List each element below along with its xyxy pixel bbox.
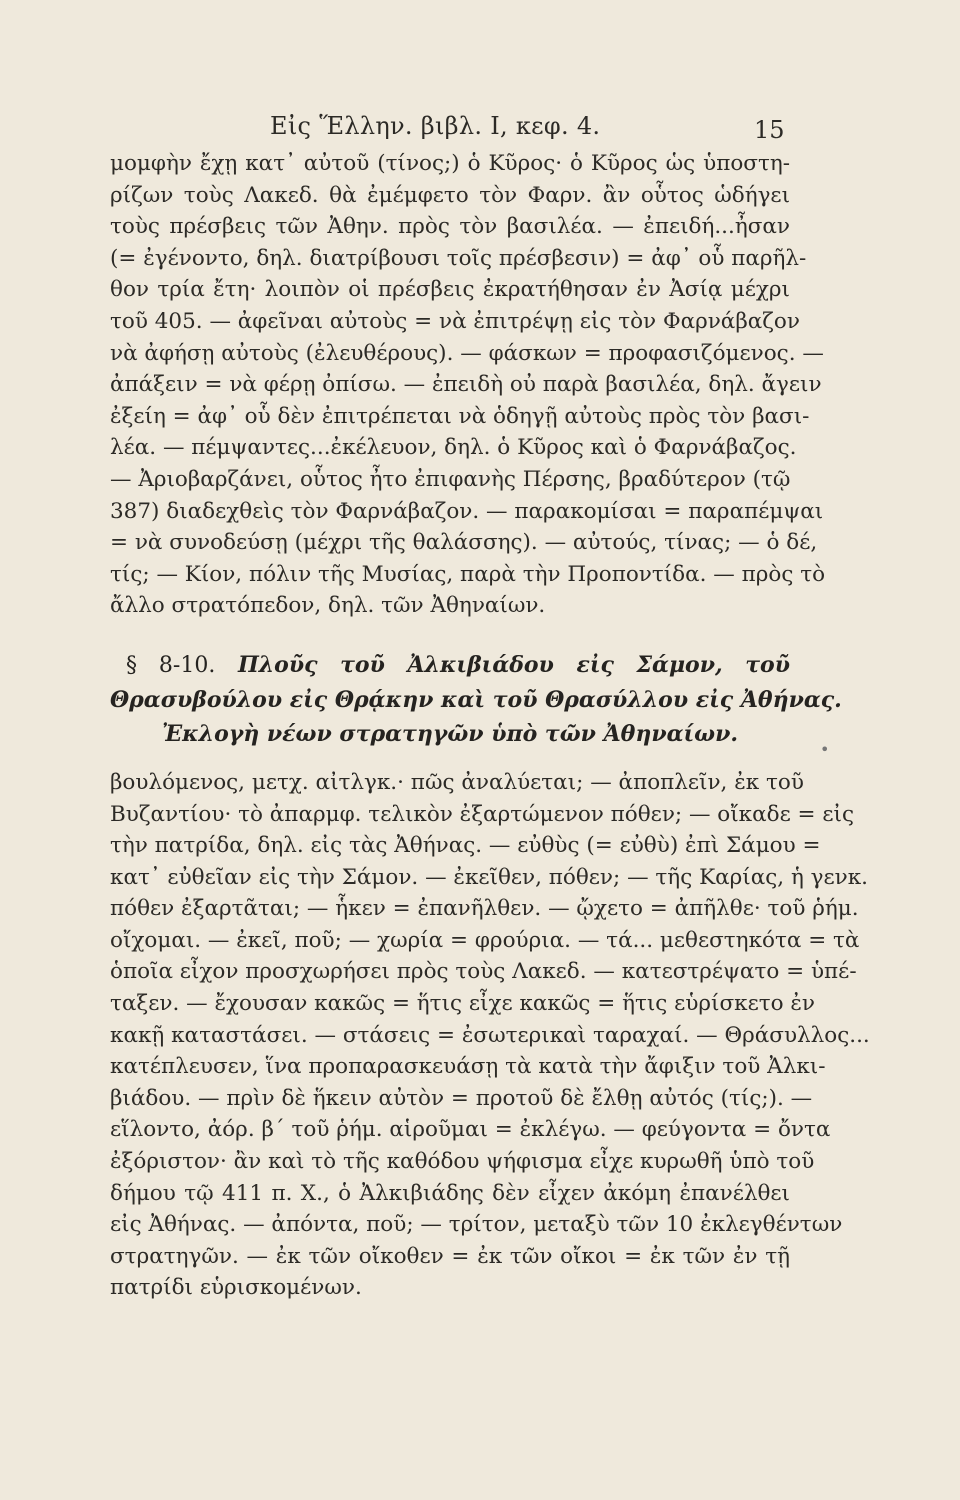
main-text: [110, 148, 870, 1304]
text-line: 387) διαδεχθεὶς τὸν Φαρνάβαζον. — παρακομίσαι = παραπέμψαι: [110, 498, 824, 524]
text-line: νὰ ἀφήσῃ αὐτοὺς (ἐλευθέρους). — φάσκων = προφασιζόμενος. —: [110, 340, 824, 366]
text-line: ταξεν. — ἔχουσαν κακῶς = ἥτις εἶχε κακῶς = ἥτις εὑρίσκετο ἐν: [110, 991, 815, 1017]
text-line: ἄλλο στρατόπεδον, δηλ. τῶν Ἀθηναίων.: [110, 593, 546, 619]
page-number: 15: [754, 116, 785, 144]
text-line: εἵλοντο, ἀόρ. β´ τοῦ ῥήμ. αἱροῦμαι = ἐκλέγω. — φεύγοντα = ὄντα: [110, 1117, 831, 1143]
text-line: ἐξόριστον· ἂν καὶ τὸ τῆς καθόδου ψήφισμα εἶχε κυρωθῆ ὑπὸ τοῦ: [110, 1149, 815, 1175]
text-line: βουλόμενος, μετχ. αἰτλγκ.· πῶς ἀναλύεται; — ἀποπλεῖν, ἐκ τοῦ: [110, 769, 804, 795]
text-line: κατέπλευσεν, ἵνα προπαρασκευάσῃ τὰ κατὰ τὴν ἄφιξιν τοῦ Ἀλκι-: [110, 1054, 826, 1080]
text-line: ἀπάξειν = νὰ φέρῃ ὀπίσω. — ἐπειδὴ οὐ παρὰ βασιλέα, δηλ. ἄγειν: [110, 372, 822, 398]
text-line: μομφὴν ἔχῃ κατ᾽ αὐτοῦ (τίνος;) ὁ Κῦρος· ὁ Κῦρος ὡς ὑποστη-: [110, 151, 790, 176]
text-line: οἴχομαι. — ἐκεῖ, ποῦ; — χωρία = φρούρια. — τά... μεθεστηκότα = τὰ: [110, 927, 860, 953]
text-line: ρίζων τοὺς Λακεδ. θὰ ἐμέμφετο τὸν Φαρν. ἂν οὗτος ὡδήγει: [110, 182, 790, 208]
text-line: κατ᾽ εὐθεῖαν εἰς τὴν Σάμον. — ἐκεῖθεν, πόθεν; — τῆς Καρίας, ἡ γενκ.: [110, 864, 868, 890]
commentary-paragraph-2: [110, 767, 870, 1304]
section-heading: [110, 648, 842, 751]
commentary-paragraph-1: [110, 148, 826, 622]
section-title-line-2: Θρασυβούλου εἰς Θρᾴκην καὶ τοῦ Θρασύλλου εἰς Ἀθήνας.: [110, 686, 842, 713]
text-line: θον τρία ἔτη· λοιπὸν οἱ πρέσβεις ἐκρατήθησαν ἐν Ἀσίᾳ μέχρι: [110, 277, 790, 303]
section-title-line-3: Ἐκλογὴ νέων στρατηγῶν ὑπὸ τῶν Ἀθηναίων.: [161, 720, 739, 747]
text-line: βιάδου. — πρὶν δὲ ἥκειν αὐτὸν = προτοῦ δὲ ἔλθῃ αὐτός (τίς;). —: [110, 1085, 813, 1111]
section-title-line-1: Πλοῦς τοῦ Ἀλκιβιάδου εἰς Σάμον, τοῦ: [237, 651, 790, 678]
text-line: τὴν πατρίδα, δηλ. εἰς τὰς Ἀθήνας. — εὐθὺς (= εὐθὺ) ἐπὶ Σάμου =: [110, 833, 821, 859]
text-line: ἐξείη = ἀφ᾽ οὗ δὲν ἐπιτρέπεται νὰ ὁδηγῇ αὐτοὺς πρὸς τὸν βασι-: [110, 403, 810, 429]
text-line: τίς; — Κίον, πόλιν τῆς Μυσίας, παρὰ τὴν Προποντίδα. — πρὸς τὸ: [110, 561, 826, 587]
text-line: κακῇ καταστάσει. — στάσεις = ἐσωτερικαὶ ταραχαί. — Θράσυλλος...: [110, 1022, 870, 1048]
text-line: τοὺς πρέσβεις τῶν Ἀθην. πρὸς τὸν βασιλέα. — ἐπειδή...ἦσαν: [110, 214, 790, 240]
text-line: λέα. — πέμψαντες...ἐκέλευον, δηλ. ὁ Κῦρος καὶ ὁ Φαρνάβαζος.: [110, 435, 797, 461]
text-line: πατρίδι εὑρισκομένων.: [110, 1275, 362, 1301]
text-line: — Ἀριοβαρζάνει, οὗτος ἦτο ἐπιφανὴς Πέρσης, βραδύτερον (τῷ: [110, 466, 791, 492]
text-line: εἰς Ἀθήνας. — ἀπόντα, ποῦ; — τρίτον, μεταξὺ τῶν 10 ἐκλεγθέντων: [110, 1212, 843, 1238]
margin-dot: •: [820, 740, 830, 759]
text-line: τοῦ 405. — ἀφεῖναι αὐτοὺς = νὰ ἐπιτρέψῃ εἰς τὸν Φαρνάβαζον: [110, 308, 800, 334]
text-line: = νὰ συνοδεύσῃ (μέχρι τῆς θαλάσσης). — αὐτούς, τίνας; — ὁ δέ,: [110, 530, 818, 556]
text-line: Βυζαντίου· τὸ ἀπαρμφ. τελικὸν ἐξαρτώμενον πόθεν; — οἴκαδε = εἰς: [110, 801, 855, 827]
text-line: δήμου τῷ 411 π. Χ., ὁ Ἀλκιβιάδης δὲν εἶχεν ἀκόμη ἐπανέλθει: [110, 1180, 790, 1206]
text-line: (= ἐγένοντο, δηλ. διατρίβουσι τοῖς πρέσβεσιν) = ἀφ᾽ οὗ παρῆλ-: [110, 245, 807, 271]
text-line: πόθεν ἐξαρτᾶται; — ἧκεν = ἐπανῆλθεν. — ᾤχετο = ἀπῆλθε· τοῦ ῥήμ.: [110, 896, 859, 922]
text-line: στρατηγῶν. — ἐκ τῶν οἴκοθεν = ἐκ τῶν οἴκοι = ἐκ τῶν ἐν τῇ: [110, 1243, 790, 1269]
running-head: Εἰς Ἕλλην. βιβλ. Ι, κεφ. 4.: [270, 112, 601, 140]
section-number: § 8-10.: [126, 652, 216, 678]
text-line: ὁποῖα εἶχον προσχωρήσει πρὸς τοὺς Λακεδ. — κατεστρέψατο = ὑπέ-: [110, 959, 857, 985]
